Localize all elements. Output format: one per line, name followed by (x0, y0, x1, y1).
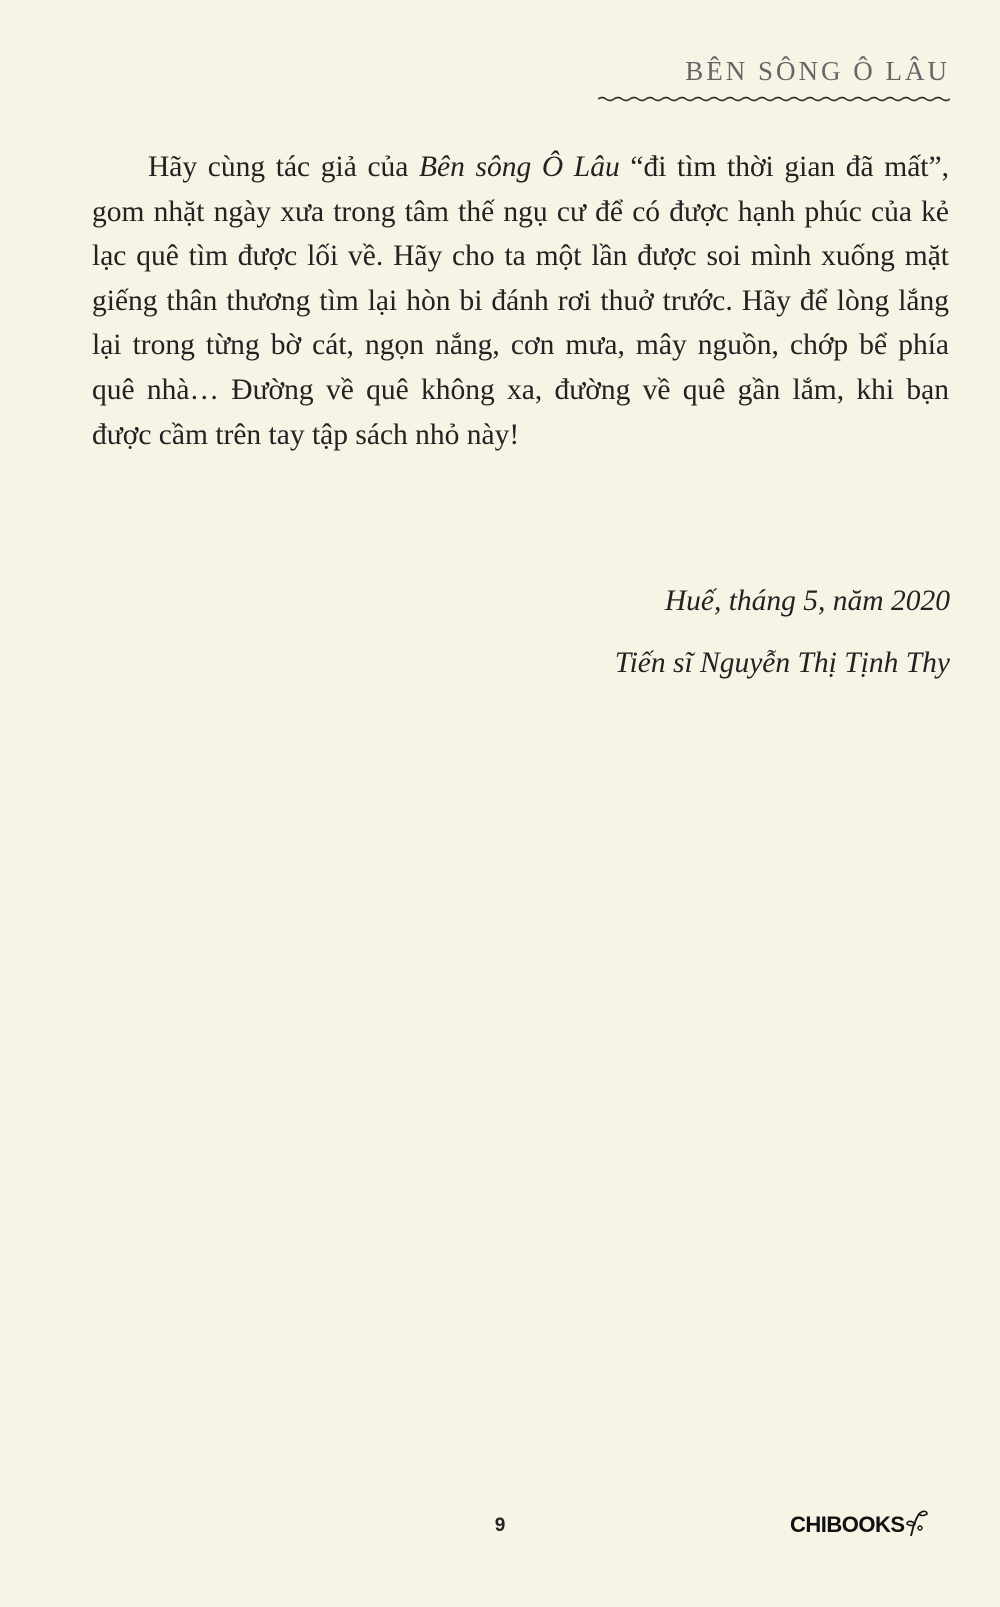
book-title: Bên sông Ô Lâu (419, 151, 620, 183)
publisher-logo (790, 1508, 929, 1538)
signature-author: Tiến sĩ Nguyễn Thị Tịnh Thy (614, 647, 950, 679)
paragraph-text-rest: “đi tìm thời gian đã mất”, gom nhặt ngày xưa trong tâm thế ngụ cư để có được hạnh phúc của kẻ lạc quê tìm được lối về. Hãy cho ta một lần được soi mình xuống mặt giếng thân thương tìm lại hòn bi đánh rơi thuở trước. Hãy để lòng lắng lại trong từng bờ cát, ngọn nắng, cơn mưa, mây nguồn, chớp bể phía quê nhà… Đường về quê không xa, đường về quê gần lắm, khi bạn được cầm trên tay tập sách nhỏ này! (92, 151, 949, 451)
body-paragraph-block (92, 145, 949, 457)
running-title: BÊN SÔNG Ô LÂU (685, 56, 950, 86)
signature-place-date: Huế, tháng 5, năm 2020 (664, 585, 950, 617)
page-number: 9 (494, 1515, 506, 1536)
wavy-rule-divider (598, 93, 950, 105)
publisher-name: CHIBOOKS (790, 1512, 905, 1537)
running-header (598, 58, 950, 105)
sprout-icon (905, 1508, 929, 1538)
paragraph-text-start: Hãy cùng tác giả của (148, 151, 420, 183)
body-paragraph (92, 145, 949, 457)
